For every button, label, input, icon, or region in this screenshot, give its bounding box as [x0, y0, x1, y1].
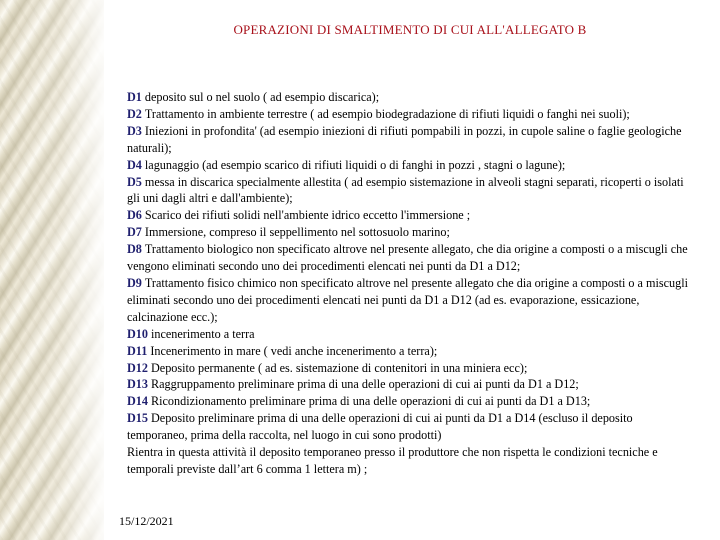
item-code: D4	[127, 157, 142, 172]
item-text: Incenerimento in mare ( vedi anche incenerimento a terra);	[150, 343, 438, 358]
item-text: Deposito permanente ( ad es. sistemazione di contenitori in una miniera ecc);	[151, 360, 528, 375]
item-code: D6	[127, 208, 142, 223]
item-code: D7	[127, 225, 142, 240]
item-text: Deposito preliminare prima di una delle operazioni di cui ai punti da D1 a D14 (escluso il deposito temporaneo, prima della raccolta, nel luogo in cui sono prodotti)	[127, 411, 633, 443]
item-text: Raggruppamento preliminare prima di una delle operazioni di cui ai punti da D1 a D12;	[151, 377, 579, 392]
list-item	[127, 224, 693, 241]
item-text: Trattamento in ambiente terrestre ( ad esempio biodegradazione di rifiuti liquidi o fanghi nei suoli);	[144, 106, 630, 121]
list-item	[127, 241, 693, 275]
item-code: D12	[127, 360, 148, 375]
item-code: D10	[127, 326, 148, 341]
list-item	[127, 207, 693, 224]
item-text: Trattamento biologico non specificato altrove nel presente allegato, che dia origine a composti o a miscugli che vengono eliminati secondo uno dei procedimenti elencati nei punti da D1 a D12;	[127, 242, 688, 274]
list-item	[127, 174, 693, 208]
list-item	[127, 410, 693, 444]
item-text: Trattamento fisico chimico non specificato altrove nel presente allegato che dia origine a composti o a miscugli eliminati secondo uno dei procedimenti elencati nei punti da D1 a D12 (ad es. evaporazione, essicazione, calcinazione ecc.);	[127, 275, 688, 324]
item-code: D3	[127, 123, 142, 138]
item-text: Immersione, compreso il seppellimento nel sottosuolo marino;	[144, 225, 450, 240]
item-code: D11	[127, 343, 148, 358]
item-text: messa in discarica specialmente allestita ( ad esempio sistemazione in alveoli stagni separati, ricoperti o isolati gli uni dagli altri e dall'ambiente);	[127, 174, 684, 206]
closing-note: Rientra in questa attività il deposito temporaneo presso il produttore che non rispetta le condizioni tecniche e temporali previste dall’art 6 comma 1 lettera m) ;	[127, 445, 658, 476]
slide-date: 15/12/2021	[119, 514, 174, 528]
item-text: Scarico dei rifiuti solidi nell'ambiente idrico eccetto l'immersione ;	[144, 208, 471, 223]
decorative-border	[0, 0, 104, 540]
item-code: D2	[127, 106, 142, 121]
list-item	[127, 157, 693, 174]
item-text: Ricondizionamento preliminare prima di una delle operazioni di cui ai punti da D1 a D13;	[151, 394, 591, 409]
item-code: D5	[127, 174, 142, 189]
list-item	[127, 376, 693, 393]
list-item	[127, 106, 693, 123]
disposal-operations-list	[127, 89, 693, 478]
list-item	[127, 360, 693, 377]
item-code: D14	[127, 394, 148, 409]
list-item	[127, 343, 693, 360]
item-code: D9	[127, 275, 142, 290]
list-item	[127, 89, 693, 106]
item-code: D1	[127, 90, 142, 104]
item-code: D13	[127, 377, 148, 392]
slide-title: OPERAZIONI DI SMALTIMENTO DI CUI ALL'ALLEGATO B	[233, 22, 587, 37]
item-text: deposito sul o nel suolo ( ad esempio discarica);	[144, 90, 380, 104]
item-text: incenerimento a terra	[151, 326, 255, 341]
item-code: D15	[127, 411, 148, 426]
item-text: Iniezioni in profondita' (ad esempio iniezioni di rifiuti pompabili in pozzi, in cupole saline o faglie geologiche naturali);	[127, 123, 682, 155]
list-item	[127, 123, 693, 157]
list-item	[127, 326, 693, 343]
list-item	[127, 393, 693, 410]
list-item	[127, 275, 693, 326]
item-text: lagunaggio (ad esempio scarico di rifiuti liquidi o di fanghi in pozzi , stagni o lagune);	[144, 157, 566, 172]
item-code: D8	[127, 242, 142, 257]
